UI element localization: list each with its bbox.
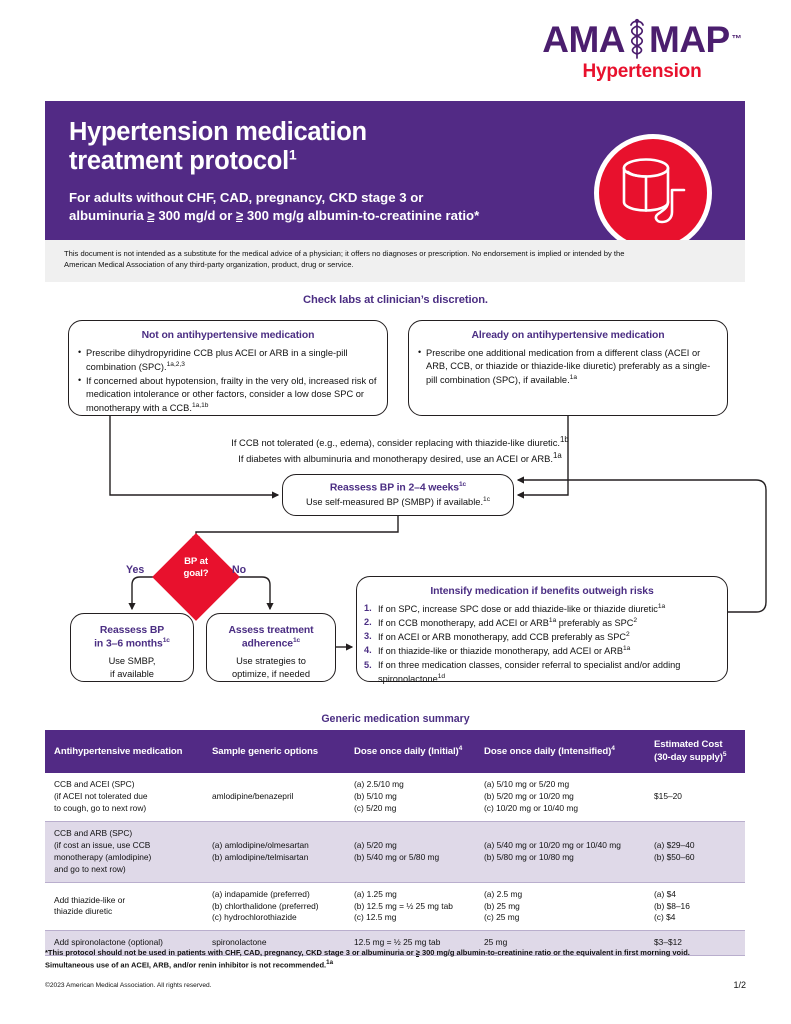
list-item-text: If concerned about hypotension, frailty in the very old, increased risk of medication intolerance or other factors, consider a low dose SPC or monotherapy with a CCB. [86, 376, 377, 414]
flow-box-assess-heading-line2: adherence [241, 638, 293, 650]
column-header-estimated-cost [654, 730, 745, 773]
list-item-text: If on thiazide-like or thiazide monotherapy, add ACEI or ARB [378, 646, 623, 657]
flow-box-intensify-medication [356, 576, 728, 682]
table-body [45, 773, 745, 956]
page-subtitle-line2-a: albuminuria [69, 207, 148, 223]
flow-box-already-on-medication [408, 320, 728, 416]
cell-line: (b) $8–16 [654, 900, 690, 911]
list-item [364, 602, 718, 616]
list-item [417, 347, 717, 387]
cell-medication [45, 773, 212, 821]
disclaimer-strip [45, 240, 745, 282]
flow-mid-note-line1-superscript: 1b [560, 435, 569, 444]
list-item-superscript: 1a,1b [191, 402, 209, 410]
list-item-superscript: 1a [548, 617, 557, 625]
decision-label-line2: goal? [183, 567, 209, 579]
flow-box-reassess36-sub-line1: Use SMBP, [108, 656, 156, 667]
cell-line: (c) $4 [654, 912, 676, 923]
page-title-superscript: 1 [288, 146, 297, 163]
cell-line: (b) amlodipine/telmisartan [212, 851, 309, 862]
cell-line: (a) 5/10 mg or 5/20 mg [484, 779, 570, 790]
disclaimer-text: This document is not intended as a substitute for the medical advice of a physician; it offers no diagnoses or prescription. No endorsement is implied or intended by the American Medical Association of any third-party organization, product, drug or service. [64, 249, 625, 270]
page-number: 1/2 [733, 980, 746, 990]
cell-medication [45, 821, 212, 882]
list-item-superscript: 2 [626, 631, 630, 639]
flow-box-assess-sub-line2: optimize, if needed [231, 668, 311, 679]
page-subtitle [69, 189, 569, 225]
flow-box-not-on-heading: Not on antihypertensive medication [141, 330, 315, 341]
cell-cost [654, 821, 745, 882]
flow-box-reassess36-heading-superscript: 1c [162, 637, 170, 644]
cell-options [212, 773, 354, 821]
cell-initial-dose [354, 882, 484, 931]
column-header-label: Antihypertensive medication [54, 745, 183, 757]
flow-mid-note-line1: If CCB not tolerated (e.g., edema), consider replacing with thiazide-like diuretic. [231, 437, 561, 449]
column-header-label: Dose once daily (Intensified) [484, 746, 612, 758]
flow-box-assess-sub [207, 655, 335, 679]
page-subtitle-line2-b: 300 mg/d or [154, 207, 237, 223]
cell-line: Add thiazide-like or [54, 894, 126, 905]
cell-line: (c) 25 mg [484, 912, 520, 923]
flow-box-already-heading: Already on antihypertensive medication [471, 330, 665, 341]
cell-line: 25 mg [484, 937, 508, 948]
cell-line: and go to next row) [54, 863, 126, 874]
flow-box-reassess-sub-superscript: 1c [483, 496, 491, 504]
column-header-label: Estimated Cost (30-day supply) [654, 739, 723, 764]
cell-line: (b) $50–60 [654, 851, 695, 862]
cell-line: 12.5 mg = ½ 25 mg tab [354, 937, 441, 948]
list-item-text: If on ACEI or ARB monotherapy, add CCB preferably as SPC [378, 632, 627, 643]
flow-box-intensify-heading: Intensify medication if benefits outweigh risks [430, 586, 654, 597]
branch-label-no: No [232, 564, 247, 576]
cell-line: (c) hydrochlorothiazide [212, 912, 297, 923]
flow-mid-note-line2: If diabetes with albuminuria and monotherapy desired, use an ACEI or ARB. [238, 452, 554, 464]
footnote-block [45, 947, 745, 971]
cell-intensified-dose [484, 882, 654, 931]
list-item-superscript-after: 2 [633, 617, 638, 625]
ama-map-logo [527, 18, 757, 83]
cell-line: (b) 5/80 mg or 10/80 mg [484, 851, 574, 862]
treatment-flowchart [0, 282, 791, 712]
page-title-line1: Hypertension medication [69, 118, 367, 146]
cell-line: (b) chlorthalidone (preferred) [212, 900, 319, 911]
cell-initial-dose [354, 773, 484, 821]
flow-box-reassess-heading-text: Reassess BP in 2–4 weeks [329, 482, 459, 494]
cell-line: thiazide diuretic [54, 906, 113, 917]
flow-box-reassess36-heading-line2: in 3–6 months [94, 638, 163, 650]
footnote-line2-superscript: 1a [326, 959, 334, 967]
cell-line: (a) 2.5/10 mg [354, 779, 404, 790]
list-item-superscript: 1a [622, 645, 631, 653]
generic-medication-table [45, 730, 745, 956]
list-item [77, 375, 377, 415]
cell-line: (if cost an issue, use CCB [54, 839, 151, 850]
cell-cost [654, 882, 745, 931]
column-header-options [212, 730, 354, 773]
greater-equal-symbol-1: ≥ [147, 207, 155, 223]
flow-box-reassess-heading [289, 481, 507, 494]
check-labs-heading: Check labs at clinician’s discretion. [303, 294, 488, 306]
flow-box-reassess-2-4-weeks [282, 474, 514, 516]
footnote-line2: Simultaneous use of an ACEI, ARB, and/or renin inhibitor is not recommended. [45, 960, 327, 970]
table-row [45, 773, 745, 821]
flow-box-assess-heading-superscript: 1c [292, 637, 301, 644]
flow-box-reassess-sub [283, 496, 513, 508]
cell-line: (c) 12.5 mg [354, 912, 397, 923]
flow-box-not-on-medication [68, 320, 388, 416]
flow-mid-note [110, 434, 690, 466]
cell-line: amlodipine/benazepril [212, 791, 294, 802]
footnote-star-text-b: 300 mg/g albumin-to-creatinine ratio or the equivalent in first morning void. [419, 948, 690, 957]
table-header-row [45, 730, 745, 773]
cell-line: (a) $29–40 [654, 839, 695, 850]
cell-line: Add spironolactone (optional) [54, 937, 163, 948]
cell-line: (b) 25 mg [484, 900, 520, 911]
flow-mid-note-line2-superscript: 1a [553, 450, 562, 460]
list-item-text-after: preferably as SPC [556, 618, 634, 629]
list-item [364, 616, 718, 630]
trademark-symbol: ™ [731, 34, 742, 45]
flow-box-reassess36-heading [75, 624, 189, 650]
flow-box-reassess-sub-text: Use self-measured BP (SMBP) if available. [305, 497, 484, 508]
branch-label-yes: Yes [126, 564, 145, 576]
cell-initial-dose [354, 821, 484, 882]
cell-line: $15–20 [654, 791, 682, 802]
list-item-text: If on CCB monotherapy, add ACEI or ARB [378, 618, 549, 629]
column-header-initial-dose [354, 730, 484, 773]
table-row [45, 882, 745, 931]
greater-equal-symbol-3: ≥ [415, 948, 420, 957]
caduceus-icon [624, 18, 650, 60]
column-header-superscript: 5 [722, 750, 727, 758]
cell-line: spironolactone [212, 937, 267, 948]
column-header-superscript: 4 [458, 744, 463, 752]
cell-options [212, 882, 354, 931]
flow-box-reassess-3-6-months [70, 613, 194, 682]
cell-line: to cough, go to next row) [54, 803, 147, 813]
flow-box-already-list [417, 347, 717, 387]
flow-box-reassess36-heading-line1: Reassess BP [99, 625, 165, 636]
cell-line: $3–$12 [654, 937, 682, 948]
flow-box-assess-adherence [206, 613, 336, 682]
column-header-superscript: 4 [611, 744, 615, 752]
cell-line: CCB and ARB (SPC) [54, 827, 133, 838]
flow-box-not-on-list [77, 347, 377, 415]
cell-intensified-dose [484, 821, 654, 882]
list-item-text: If on SPC, increase SPC dose or add thiazide-like or thiazide diuretic [378, 604, 658, 615]
cell-line: (a) $4 [654, 888, 676, 899]
list-item-superscript: 1d [437, 672, 446, 680]
cell-line: (a) 1.25 mg [354, 888, 397, 899]
list-item-superscript: 1a [569, 374, 577, 382]
cell-line: (a) indapamide (preferred) [212, 888, 310, 899]
cell-line: (b) 12.5 mg = ½ 25 mg tab [354, 900, 453, 911]
logo-map-text: MAP [649, 18, 730, 60]
flow-box-reassess-heading-superscript: 1c [458, 481, 467, 488]
table-row [45, 821, 745, 882]
cell-medication [45, 882, 212, 931]
cell-line: (c) 5/20 mg [354, 803, 397, 813]
cell-cost [654, 773, 745, 821]
cell-line: (if ACEI not tolerated due [54, 791, 148, 802]
cell-line: (b) 5/40 mg or 5/80 mg [354, 851, 440, 862]
list-item-text: Prescribe one additional medication from a different class (ACEI or ARB, CCB, or thiazide or thiazide-like diuretic) preferably as a single-pill combination (SPC), if available. [426, 348, 711, 386]
table-title: Generic medication summary [321, 713, 470, 725]
flow-box-intensify-list [364, 602, 718, 686]
cell-intensified-dose [484, 773, 654, 821]
column-header-label: Sample generic options [212, 745, 319, 757]
flow-box-assess-sub-line1: Use strategies to [236, 656, 306, 667]
cell-line: monotherapy (amlodipine) [54, 851, 152, 862]
decision-label-line1: BP at [184, 556, 208, 567]
list-item [364, 644, 718, 658]
copyright-text: ©2023 American Medical Association. All rights reserved. [45, 982, 212, 989]
logo-subtitle: Hypertension [582, 61, 702, 82]
list-item-text: If on three medication classes, consider referral to specialist and/or adding spironolactone [378, 659, 681, 684]
list-item-text: Prescribe dihydropyridine CCB plus ACEI or ARB in a single-pill combination (SPC). [86, 348, 348, 373]
footnote-star-text-a: *This protocol should not be used in patients with CHF, CAD, pregnancy, CKD stage 3 or albuminuria or [45, 948, 416, 957]
list-item-superscript: 1a [657, 603, 666, 610]
page-title-line2: treatment protocol [69, 146, 289, 175]
list-item [77, 347, 377, 374]
column-header-medication [45, 730, 212, 773]
cell-line: (a) 2.5 mg [484, 888, 523, 899]
greater-equal-symbol-2: ≥ [236, 207, 244, 223]
page-title [69, 118, 519, 176]
decision-diamond-label [163, 556, 229, 579]
logo-ama-text: AMA [542, 18, 626, 60]
list-item [364, 630, 718, 644]
list-item [364, 659, 718, 686]
flow-box-assess-heading [211, 624, 331, 650]
flow-box-assess-heading-line1: Assess treatment [228, 625, 314, 636]
flow-box-reassess36-sub [71, 655, 193, 679]
cell-line: CCB and ACEI (SPC) [54, 779, 135, 790]
cell-line: (a) 5/40 mg or 10/20 mg or 10/40 mg [484, 839, 621, 850]
cell-line: (a) 5/20 mg [354, 839, 397, 850]
column-header-intensified-dose [484, 730, 654, 773]
cell-options [212, 821, 354, 882]
flow-box-reassess36-sub-line2: if available [110, 668, 154, 679]
cell-line: (b) 5/10 mg [354, 791, 397, 802]
page-subtitle-line1: For adults without CHF, CAD, pregnancy, CKD stage 3 or [69, 190, 424, 205]
cell-line: (a) amlodipine/olmesartan [212, 839, 309, 850]
pill-capsule-icon [616, 154, 692, 231]
list-item-superscript: 1a,2,3 [166, 361, 185, 369]
logo-wordmark [527, 18, 757, 60]
page-subtitle-line2-c: 300 mg/g albumin-to-creatinine ratio* [243, 207, 480, 223]
column-header-label: Dose once daily (Initial) [354, 746, 459, 758]
cell-line: (c) 10/20 mg or 10/40 mg [484, 803, 579, 813]
cell-line: (b) 5/20 mg or 10/20 mg [484, 791, 574, 802]
